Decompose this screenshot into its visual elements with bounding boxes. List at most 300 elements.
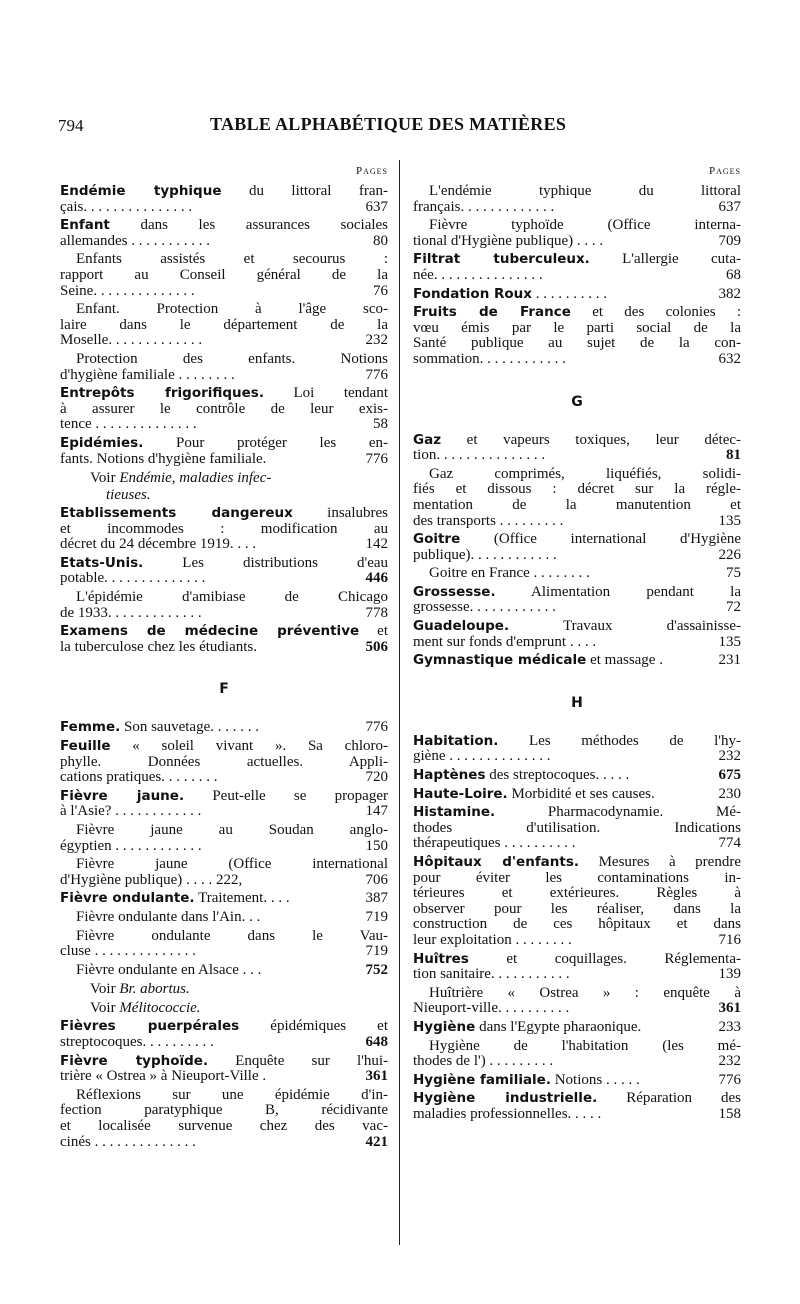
index-subentry bbox=[60, 252, 388, 299]
see-also-target: Mélitococcie. bbox=[119, 1000, 201, 1017]
entry-line bbox=[60, 755, 388, 771]
entry-line bbox=[413, 933, 741, 949]
entry-text: fants. Notions d'hygiène familiale. bbox=[60, 450, 267, 467]
entry-text: Alimentation pendant la bbox=[531, 583, 741, 600]
entry-text: Réparation des bbox=[626, 1090, 742, 1107]
index-subentry bbox=[60, 823, 388, 854]
index-column-right bbox=[413, 162, 741, 1126]
entry-heading: Gaz bbox=[413, 431, 442, 448]
entry-text: (Office international d'Hygiène bbox=[493, 531, 742, 548]
entry-line bbox=[413, 821, 741, 837]
entry-line bbox=[60, 506, 388, 522]
page-reference: 361 bbox=[365, 1068, 388, 1085]
entry-text: dans l'Egypte pharaonique. bbox=[479, 1018, 642, 1035]
page-reference: 58 bbox=[373, 416, 388, 433]
see-also-target: Endémie, maladies infec- bbox=[119, 470, 272, 487]
entry-text: construction de ces hôpitaux et dans bbox=[413, 916, 741, 933]
index-subentry bbox=[60, 857, 388, 888]
index-entry bbox=[60, 1019, 388, 1050]
page-reference: 158 bbox=[718, 1105, 741, 1122]
entry-line bbox=[60, 571, 388, 587]
see-also-label: Voir bbox=[90, 470, 120, 487]
entry-line bbox=[60, 804, 388, 820]
entry-text: Santé publique au sujet de la con- bbox=[413, 335, 741, 352]
entry-heading: Grossesse. bbox=[413, 583, 496, 600]
entry-line bbox=[413, 836, 741, 852]
page-number: 794 bbox=[58, 116, 84, 135]
entry-line bbox=[60, 284, 388, 300]
entry-text: Enquête sur l'hui- bbox=[235, 1052, 389, 1069]
page-reference: 80 bbox=[373, 232, 388, 249]
entry-line bbox=[60, 234, 388, 250]
entry-text: Enfants assistés et secourus : bbox=[76, 251, 388, 268]
section-letter: H bbox=[571, 694, 583, 711]
index-subentry bbox=[60, 590, 388, 621]
entry-heading: Haptènes bbox=[413, 767, 486, 784]
index-subentry bbox=[60, 929, 388, 960]
page-reference: 774 bbox=[718, 835, 741, 852]
see-also-label: Voir bbox=[90, 981, 120, 998]
page-reference: 139 bbox=[718, 966, 741, 983]
entry-text: d'hygiène familiale . . . . . . . . bbox=[60, 366, 235, 383]
entry-line bbox=[413, 305, 741, 321]
entry-text: thodes d'utilisation. Indications bbox=[413, 819, 741, 836]
page-reference: 752 bbox=[365, 961, 388, 978]
entry-text: observer pour les réaliser, dans la bbox=[413, 900, 741, 917]
entry-text: Pharmacodynamie. Mé- bbox=[547, 804, 741, 821]
page-reference: 776 bbox=[365, 450, 388, 467]
page-title: TABLE ALPHABÉTIQUE DES MATIÈRES bbox=[210, 114, 567, 134]
index-entry bbox=[413, 1020, 741, 1036]
entry-line bbox=[413, 600, 741, 616]
entry-line bbox=[60, 640, 388, 656]
entry-text: Hygiène de l'habitation (les mé- bbox=[429, 1037, 741, 1054]
page-reference: 709 bbox=[718, 232, 741, 249]
page-reference: 421 bbox=[365, 1133, 388, 1150]
entry-text: Fièvre jaune au Soudan anglo- bbox=[76, 822, 388, 838]
entry-line bbox=[413, 1001, 741, 1017]
entry-line bbox=[60, 386, 388, 402]
entry-line bbox=[413, 917, 741, 933]
entry-line bbox=[60, 556, 388, 572]
entry-line bbox=[60, 624, 388, 640]
entry-text: trière « Ostrea » à Nieuport-Ville . bbox=[60, 1068, 267, 1085]
page-reference: 648 bbox=[365, 1033, 388, 1050]
entry-heading: Goitre bbox=[413, 531, 461, 548]
see-also-reference bbox=[60, 1000, 388, 1017]
index-subentry bbox=[413, 184, 741, 215]
entry-heading: Endémie typhique bbox=[60, 183, 222, 199]
entry-heading: Huîtres bbox=[413, 950, 469, 967]
index-entry bbox=[60, 218, 388, 249]
index-entry bbox=[60, 184, 388, 215]
index-entry bbox=[60, 720, 388, 736]
entry-text: fiés et dissous : décret sur la régle- bbox=[413, 481, 741, 498]
page-reference: 776 bbox=[718, 1071, 741, 1088]
page-reference: 637 bbox=[365, 198, 388, 215]
entry-heading: Fondation Roux bbox=[413, 285, 532, 302]
entry-line bbox=[60, 823, 388, 839]
page-reference: 506 bbox=[365, 638, 388, 655]
entry-line bbox=[413, 321, 741, 337]
entry-text: pour éviter les contaminations in- bbox=[413, 869, 741, 886]
pages-label: Pages bbox=[355, 165, 388, 177]
entry-text: et vapeurs toxiques, leur détec- bbox=[466, 431, 742, 448]
page-reference: 81 bbox=[726, 447, 741, 464]
index-column-left bbox=[60, 162, 388, 1153]
entry-text: Fièvre ondulante en Alsace . . . bbox=[76, 961, 262, 978]
entry-text: cations pratiques. . . . . . . . bbox=[60, 769, 218, 786]
entry-line bbox=[413, 1107, 741, 1123]
index-entry bbox=[413, 734, 741, 765]
entry-text: Huîtrière « Ostrea » : enquête à bbox=[429, 984, 741, 1001]
entry-line bbox=[413, 787, 741, 803]
page-reference: 720 bbox=[365, 769, 388, 786]
entry-line bbox=[60, 963, 388, 979]
page-reference: 135 bbox=[718, 512, 741, 529]
see-also-label: Voir bbox=[90, 1000, 120, 1017]
entry-text: laire dans le département de la bbox=[60, 316, 388, 333]
index-entry bbox=[60, 386, 388, 433]
entry-line bbox=[413, 566, 741, 582]
entry-line bbox=[413, 635, 741, 651]
entry-line bbox=[60, 522, 388, 538]
entry-text: thodes de l') . . . . . . . . . bbox=[413, 1053, 554, 1070]
entry-line bbox=[60, 184, 388, 200]
entry-line bbox=[60, 720, 388, 736]
entry-heading: Fièvre jaune. bbox=[60, 787, 185, 804]
entry-line bbox=[413, 433, 741, 449]
page-reference: 150 bbox=[365, 837, 388, 854]
entry-text: Fièvre ondulante dans le Vau- bbox=[76, 927, 388, 944]
entry-heading: Hygiène bbox=[413, 1018, 476, 1035]
page-reference: 226 bbox=[718, 546, 741, 563]
entry-text: Goitre en France . . . . . . . . bbox=[429, 565, 590, 582]
entry-heading: Filtrat tuberculeux. bbox=[413, 251, 590, 268]
page-reference: 719 bbox=[365, 943, 388, 960]
entry-line bbox=[60, 910, 388, 926]
entry-heading: Enfant bbox=[60, 217, 110, 234]
entry-text: Pour protéger les en- bbox=[175, 434, 388, 451]
entry-text: ment sur fonds d'emprunt . . . . bbox=[413, 633, 597, 650]
entry-heading: Fièvre typhoïde. bbox=[60, 1052, 209, 1069]
entry-text: rapport au Conseil général de la bbox=[60, 266, 388, 283]
entry-text: Son sauvetage. . . . . . . bbox=[124, 719, 259, 736]
entry-line bbox=[60, 402, 388, 418]
entry-text: Fièvre jaune (Office international bbox=[76, 856, 388, 873]
index-entry bbox=[413, 585, 741, 616]
entry-line bbox=[413, 1039, 741, 1055]
page-reference: 76 bbox=[373, 282, 388, 299]
entry-line bbox=[413, 184, 741, 200]
entry-line bbox=[413, 986, 741, 1002]
entry-text: Fièvre typhoïde (Office interna- bbox=[429, 217, 741, 234]
entry-text: giène . . . . . . . . . . . . . . bbox=[413, 748, 551, 765]
entry-text: d'Hygiène publique) . . . . 222, bbox=[60, 871, 243, 888]
see-also-reference bbox=[60, 981, 388, 998]
index-subentry bbox=[60, 910, 388, 926]
entry-heading: Gymnastique médicale bbox=[413, 652, 587, 669]
entry-text: streptocoques. . . . . . . . . . bbox=[60, 1033, 214, 1050]
index-subentry bbox=[413, 218, 741, 249]
entry-heading: Guadeloupe. bbox=[413, 618, 510, 635]
entry-line bbox=[60, 218, 388, 234]
entry-text: L'endémie typhique du littoral bbox=[429, 183, 741, 199]
entry-text: Traitement. . . . bbox=[198, 890, 290, 907]
entry-text: dans les assurances sociales bbox=[140, 217, 389, 234]
entry-text: cluse . . . . . . . . . . . . . . bbox=[60, 943, 196, 960]
index-entries-left bbox=[60, 184, 388, 1150]
entry-line bbox=[413, 532, 741, 548]
entry-line bbox=[60, 537, 388, 553]
entry-line bbox=[413, 1020, 741, 1036]
entry-text: fection paratyphique B, récidivante bbox=[60, 1102, 388, 1119]
entry-line bbox=[413, 482, 741, 498]
page-reference: 361 bbox=[718, 1000, 741, 1017]
entry-line bbox=[60, 368, 388, 384]
entry-line bbox=[413, 749, 741, 765]
entry-text: publique). . . . . . . . . . . . bbox=[413, 546, 557, 563]
index-entry bbox=[60, 789, 388, 820]
entry-line bbox=[60, 1135, 388, 1151]
entry-line bbox=[413, 467, 741, 483]
entry-line bbox=[413, 234, 741, 250]
entry-text: Réflexions sur une épidémie d'in- bbox=[76, 1086, 388, 1103]
entry-line bbox=[60, 352, 388, 368]
entry-line bbox=[60, 789, 388, 805]
entry-line bbox=[413, 902, 741, 918]
index-entry bbox=[60, 556, 388, 587]
index-entry bbox=[413, 653, 741, 669]
entry-line bbox=[60, 1069, 388, 1085]
index-entry bbox=[413, 305, 741, 367]
entry-text: Les distributions d'eau bbox=[182, 554, 389, 571]
entry-text: Seine. . . . . . . . . . . . . . bbox=[60, 282, 195, 299]
entry-line bbox=[413, 498, 741, 514]
entry-line bbox=[413, 734, 741, 750]
entry-heading: Habitation. bbox=[413, 732, 499, 749]
page-reference: 675 bbox=[718, 767, 741, 784]
index-entry bbox=[413, 532, 741, 563]
entry-text: à assurer le contrôle de leur exis- bbox=[60, 400, 388, 417]
pages-label: Pages bbox=[708, 165, 741, 177]
index-subentry bbox=[413, 1039, 741, 1070]
entry-line bbox=[413, 585, 741, 601]
index-entry bbox=[413, 768, 741, 784]
index-entry bbox=[413, 1091, 741, 1122]
index-entry bbox=[413, 952, 741, 983]
entry-text: Loi tendant bbox=[293, 385, 388, 402]
index-entry bbox=[60, 1054, 388, 1085]
entry-line bbox=[60, 770, 388, 786]
entry-line bbox=[413, 252, 741, 268]
entry-heading: Femme. bbox=[60, 719, 121, 736]
entry-text: Peut-elle se propager bbox=[212, 787, 388, 804]
page-reference: 230 bbox=[718, 785, 741, 802]
page-reference: 446 bbox=[365, 570, 388, 587]
index-subentry bbox=[413, 467, 741, 529]
entry-text: Fièvre ondulante dans l'Ain. . . bbox=[76, 908, 261, 925]
entry-line bbox=[60, 929, 388, 945]
index-subentry bbox=[60, 302, 388, 349]
page-reference: 68 bbox=[726, 266, 741, 283]
entry-line bbox=[413, 268, 741, 284]
entry-text: et bbox=[377, 623, 388, 640]
entry-text: égyptien . . . . . . . . . . . . bbox=[60, 837, 202, 854]
page-reference: 233 bbox=[718, 1018, 741, 1035]
index-entry bbox=[413, 433, 741, 464]
entry-text: Mesures à prendre bbox=[598, 854, 741, 870]
entry-line bbox=[413, 967, 741, 983]
entry-heading: Hôpitaux d'enfants. bbox=[413, 854, 580, 870]
entry-heading: Fièvre ondulante. bbox=[60, 890, 195, 907]
entry-text: L'épidémie d'amibiase de Chicago bbox=[76, 589, 388, 606]
entry-text: Moselle. . . . . . . . . . . . . bbox=[60, 332, 203, 349]
entry-line bbox=[60, 839, 388, 855]
entry-text: Nieuport-ville. . . . . . . . . . bbox=[413, 1000, 570, 1017]
entry-line bbox=[413, 1054, 741, 1070]
entry-heading: Fièvres puerpérales bbox=[60, 1018, 240, 1035]
page-reference: 72 bbox=[726, 599, 741, 616]
entry-line bbox=[60, 891, 388, 907]
entry-line bbox=[413, 218, 741, 234]
entry-line bbox=[60, 739, 388, 755]
page-reference: 147 bbox=[365, 803, 388, 820]
entry-text: çais. . . . . . . . . . . . . . . bbox=[60, 198, 193, 215]
entry-line bbox=[413, 805, 741, 821]
entry-heading: Etablissements dangereux bbox=[60, 505, 293, 522]
entry-heading: Hygiène industrielle. bbox=[413, 1090, 598, 1107]
entry-text: maladies professionnelles. . . . . bbox=[413, 1105, 602, 1122]
entry-text: Morbidité et ses causes. bbox=[511, 785, 655, 802]
entry-text: français. . . . . . . . . . . . . bbox=[413, 198, 555, 215]
entry-heading: Hygiène familiale. bbox=[413, 1071, 551, 1088]
entry-text: de 1933. . . . . . . . . . . . . bbox=[60, 604, 202, 621]
entry-text: cinés . . . . . . . . . . . . . . bbox=[60, 1133, 196, 1150]
entry-text: . . . . . . . . . . bbox=[535, 285, 607, 302]
entry-text: décret du 24 décembre 1919. . . . bbox=[60, 536, 257, 553]
entry-text: sommation. . . . . . . . . . . . bbox=[413, 350, 566, 367]
page-reference: 231 bbox=[718, 652, 741, 669]
entry-line bbox=[60, 318, 388, 334]
entry-text: mentation de la manutention et bbox=[413, 496, 741, 513]
see-also-target: Br. abortus. bbox=[119, 981, 190, 998]
index-entry bbox=[60, 624, 388, 655]
entry-heading: Epidémies. bbox=[60, 434, 144, 451]
entry-line bbox=[60, 252, 388, 268]
entry-line bbox=[413, 653, 741, 669]
index-entry bbox=[413, 1073, 741, 1089]
entry-heading: Fruits de France bbox=[413, 304, 571, 321]
entry-heading: Haute-Loire. bbox=[413, 785, 508, 802]
entry-line bbox=[413, 336, 741, 352]
entry-line bbox=[413, 952, 741, 968]
entry-text: Gaz comprimés, liquéfiés, solidi- bbox=[429, 465, 741, 482]
page-reference: 776 bbox=[365, 366, 388, 383]
entry-text: des transports . . . . . . . . . bbox=[413, 512, 564, 529]
entry-line bbox=[60, 1103, 388, 1119]
page-reference: 716 bbox=[718, 931, 741, 948]
index-entry bbox=[413, 619, 741, 650]
entry-line bbox=[60, 873, 388, 889]
entry-line bbox=[413, 287, 741, 303]
index-entry bbox=[413, 805, 741, 852]
entry-line bbox=[60, 944, 388, 960]
entry-line bbox=[60, 1088, 388, 1104]
entry-text: insalubres bbox=[327, 505, 388, 522]
entry-text: et localisée survenue chez des vac- bbox=[60, 1117, 388, 1134]
entry-line bbox=[413, 1091, 741, 1107]
page-reference: 776 bbox=[365, 719, 388, 736]
entry-text: et des colonies : bbox=[592, 304, 742, 321]
entry-text: leur exploitation . . . . . . . . bbox=[413, 931, 572, 948]
index-subentry bbox=[413, 986, 741, 1017]
index-subentry bbox=[413, 566, 741, 582]
page-reference: 142 bbox=[365, 536, 388, 553]
page-reference: 719 bbox=[365, 908, 388, 925]
index-entry bbox=[60, 506, 388, 553]
entry-heading: Feuille bbox=[60, 738, 111, 755]
entry-line bbox=[60, 590, 388, 606]
section-letter: F bbox=[219, 681, 229, 698]
entry-line bbox=[60, 333, 388, 349]
entry-heading: Examens de médecine préventive bbox=[60, 623, 360, 640]
entry-text: phylle. Données actuelles. Appli- bbox=[60, 753, 388, 770]
index-entries-right bbox=[413, 184, 741, 1123]
entry-text: épidémiques et bbox=[270, 1018, 389, 1035]
entry-line bbox=[60, 1019, 388, 1035]
index-entry bbox=[60, 891, 388, 907]
entry-text: thérapeutiques . . . . . . . . . . bbox=[413, 835, 576, 852]
entry-heading: Entrepôts frigorifiques. bbox=[60, 385, 264, 402]
index-entry bbox=[413, 787, 741, 803]
entry-text: térieures et extérieures. Règles à bbox=[413, 885, 741, 902]
entry-line bbox=[60, 268, 388, 284]
entry-line bbox=[413, 871, 741, 887]
entry-text: grossesse. . . . . . . . . . . . bbox=[413, 599, 556, 616]
page-reference: 135 bbox=[718, 633, 741, 650]
entry-line bbox=[60, 1119, 388, 1135]
entry-line bbox=[60, 417, 388, 433]
entry-text: tion. . . . . . . . . . . . . . . bbox=[413, 447, 546, 464]
see-also-target: tieuses. bbox=[106, 487, 151, 504]
page-reference: 637 bbox=[718, 198, 741, 215]
page-reference: 706 bbox=[365, 871, 388, 888]
entry-line bbox=[60, 302, 388, 318]
entry-text: « soleil vivant ». Sa chloro- bbox=[132, 738, 389, 755]
entry-line bbox=[413, 768, 741, 784]
index-entry bbox=[60, 739, 388, 786]
entry-line bbox=[413, 448, 741, 464]
page-reference: 232 bbox=[718, 748, 741, 765]
entry-text: Les méthodes de l'hy- bbox=[528, 732, 742, 749]
page-reference: 387 bbox=[365, 890, 388, 907]
entry-text: allemandes . . . . . . . . . . . bbox=[60, 232, 210, 249]
page-reference: 232 bbox=[365, 332, 388, 349]
column-divider bbox=[399, 160, 400, 1245]
entry-text: des streptocoques. . . . . bbox=[489, 767, 630, 784]
entry-line bbox=[60, 857, 388, 873]
entry-text: tional d'Hygiène publique) . . . . bbox=[413, 232, 604, 249]
entry-text: à l'Asie? . . . . . . . . . . . . bbox=[60, 803, 202, 820]
index-subentry bbox=[60, 963, 388, 979]
entry-line bbox=[413, 548, 741, 564]
entry-line bbox=[60, 1035, 388, 1051]
entry-text: et coquillages. Réglementa- bbox=[506, 950, 741, 967]
entry-line bbox=[413, 1073, 741, 1089]
entry-heading: Etats-Unis. bbox=[60, 554, 144, 571]
page-reference: 75 bbox=[726, 565, 741, 582]
